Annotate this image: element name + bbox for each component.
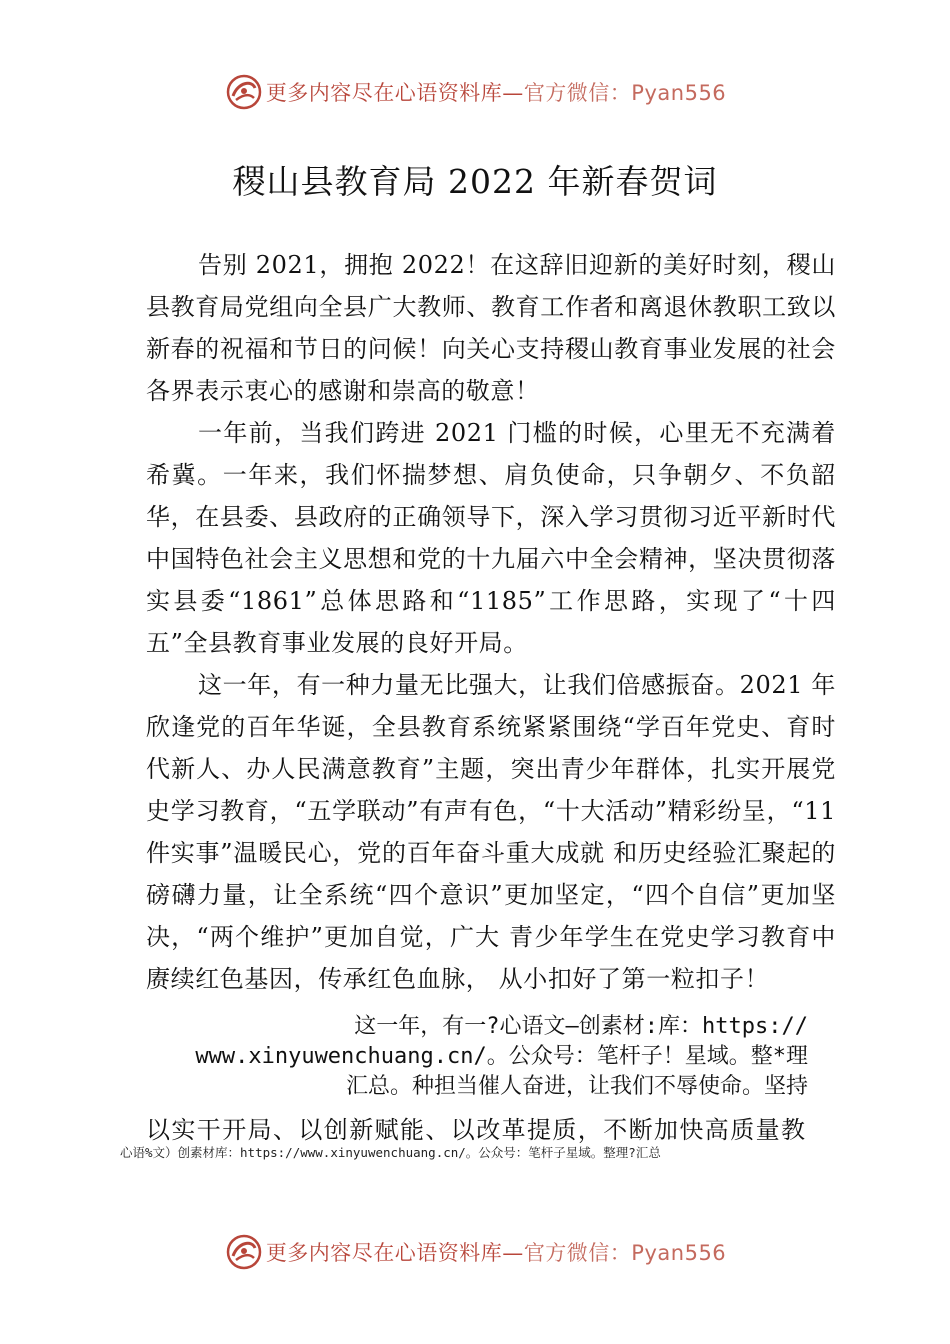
bottom-banner [0,1232,950,1272]
paragraph-4-first-line: 以实干开局、以创新赋能、以改革提质，不断加快高质量教 [146,1116,807,1144]
paragraph-2: 一年前，当我们跨进 2021 门槛的时候，心里无不充满着希冀。一年来，我们怀揣梦想、肩负使命，只争朝夕、不负韶华，在县委、县政府的正确领导下，深入学习贯彻习近平新时代中国特色社会主义思想和党的十九届六中全会精神，坚决贯彻落实县委“1861”总体思路和“1185”工作思路，实现了“十四五”全县教育事业发展的良好开局。 [146,419,836,657]
paragraph-1: 告别 2021，拥抱 2022！在这辞旧迎新的美好时刻，稷山县教育局党组向全县广大教师、教育工作者和离退休教职工致以新春的祝福和节日的问候！向关心支持稷山教育事业发展的社会各界表示衷心的感谢和崇高的敬意！ [146,251,836,405]
paragraph-3: 这一年，有一种力量无比强大，让我们倍感振奋。2021 年欣逢党的百年华诞，全县教育系统紧紧围绕“学百年党史、育时代新人、办人民满意教育”主题，突出青少年群体，扎实开展党史学习教育，“五学联动”有声有色，“十大活动”精彩纷呈，“11 件实事”温暖民心，党的百年奋斗重大成就 和历史经验汇聚起的磅礴力量，让全系统“四个意识”更加坚定，“四个自信”更加坚决，“两个维护”更加自觉，广大 青少年学生在党史学习教育中赓续红色基因，传承红色血脉， 从小扣好了第一粒扣子！ [146,671,836,993]
watermark-insert [146,1012,808,1102]
banner-text: 更多内容尽在心语资料库—官方微信：Pyan556 [265,81,727,105]
circular-swirl-logo-icon [224,72,264,112]
document-body [146,244,836,1000]
banner-text: 更多内容尽在心语资料库—官方微信：Pyan556 [265,1241,727,1265]
circular-swirl-logo-icon [224,1232,264,1272]
top-banner [0,72,950,112]
insert-line-2: www.xinyuwenchuang.cn/。公众号：笔杆子！星域。整*理 [195,1044,808,1069]
insert-line-3: 汇总。种担当催人奋进，让我们不辱使命。坚持 [345,1074,808,1099]
document-title: 稷山县教育局 2022 年新春贺词 [232,162,718,201]
insert-line-1: 这一年，有一?心语文—创素材:库：https:// [354,1014,808,1039]
footer-watermark: 心语%文）创素材库：https://www.xinyuwenchuang.cn/。公众号：笔杆子星域。整理?汇总 [120,1145,661,1160]
